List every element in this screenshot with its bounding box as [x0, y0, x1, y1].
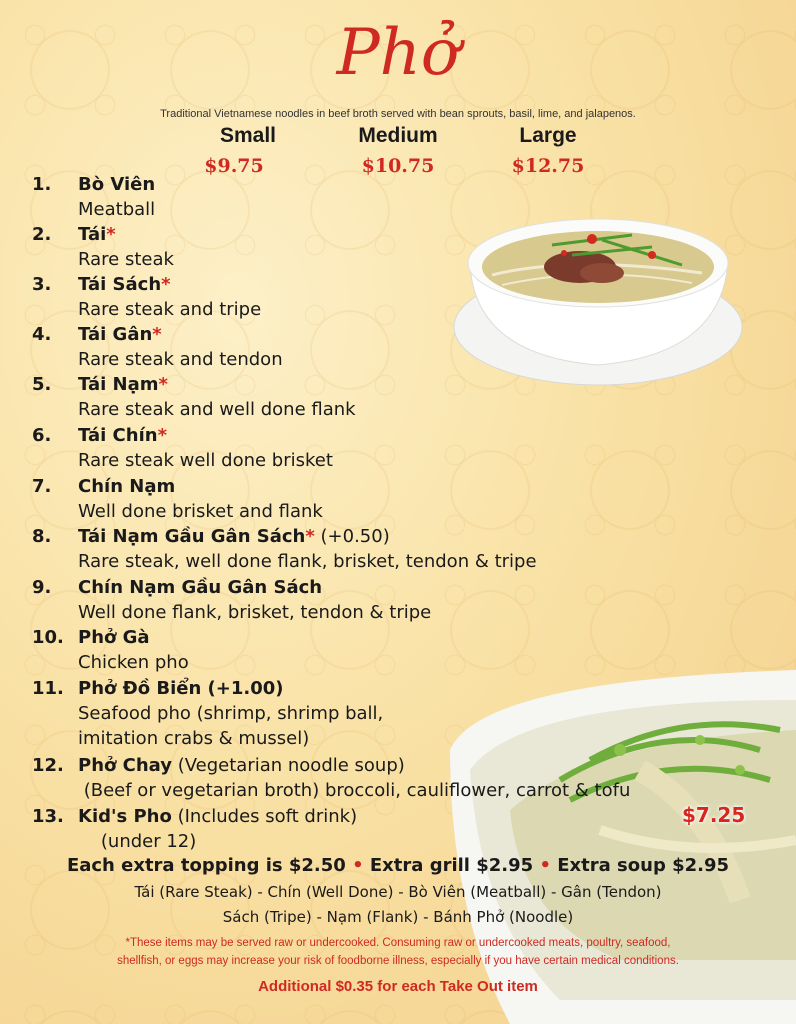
- extra-soup-price: Extra soup $2.95: [557, 855, 730, 876]
- item-number: 4.: [32, 324, 52, 345]
- item-description: Chicken pho: [78, 652, 189, 673]
- separator-dot: •: [352, 855, 364, 876]
- item-number: 13.: [32, 806, 64, 827]
- size-large-label: Large: [519, 124, 577, 147]
- size-large-price: $12.75: [511, 155, 585, 177]
- item-number: 1.: [32, 174, 52, 195]
- item-number: 10.: [32, 627, 64, 648]
- item-name: Tái Nạm*: [78, 374, 168, 395]
- item-number: 12.: [32, 755, 64, 776]
- item-number: 2.: [32, 224, 52, 245]
- size-medium-price: $10.75: [361, 155, 435, 177]
- size-small-label: Small: [219, 124, 277, 147]
- size-medium-label: Medium: [358, 124, 438, 147]
- extra-topping-price: Each extra topping is $2.50: [66, 855, 346, 876]
- item-name: Phở Gà: [78, 627, 150, 648]
- menu-title: Phở: [336, 16, 460, 90]
- item-name: Bò Viên: [78, 174, 156, 195]
- item-number: 9.: [32, 577, 52, 598]
- item-description: Well done flank, brisket, tendon & tripe: [78, 602, 432, 623]
- warning-line-2: shellfish, or eggs may increase your risk of foodborne illness, especially if you have certain medical conditions.: [117, 955, 679, 967]
- item-description: Rare steak and tripe: [78, 299, 262, 320]
- item-description-line2: imitation crabs & mussel): [78, 728, 310, 749]
- item-number: 5.: [32, 374, 52, 395]
- item-description: (Beef or vegetarian broth) broccoli, cauliflower, carrot & tofu: [78, 780, 631, 801]
- item-description: Seafood pho (shrimp, shrimp ball,: [78, 703, 384, 724]
- item-description: Rare steak and well done flank: [78, 399, 356, 420]
- item-name: Tái Sách*: [78, 274, 171, 295]
- item-name: Kid's Pho (Includes soft drink): [78, 806, 358, 827]
- item-number: 6.: [32, 425, 52, 446]
- item-name: Tái*: [78, 224, 116, 245]
- item-description: Well done brisket and flank: [78, 501, 323, 522]
- item-name: Phở Chay (Vegetarian noodle soup): [78, 755, 405, 776]
- item-name: Chín Nạm Gầu Gân Sách: [78, 577, 323, 598]
- item-description: Rare steak well done brisket: [78, 450, 333, 471]
- item-number: 3.: [32, 274, 52, 295]
- item-description: Rare steak, well done flank, brisket, tendon & tripe: [78, 551, 537, 572]
- item-description: Meatball: [78, 199, 156, 220]
- separator-dot: •: [539, 855, 551, 876]
- legend-line-1: Tái (Rare Steak) - Chín (Well Done) - Bò Viên (Meatball) - Gân (Tendon): [134, 883, 662, 901]
- menu-subtitle: Traditional Vietnamese noodles in beef broth served with bean sprouts, basil, lime, and jalapenos.: [160, 108, 636, 120]
- item-name: Tái Nạm Gầu Gân Sách* (+0.50): [78, 526, 390, 547]
- warning-line-1: *These items may be served raw or undercooked. Consuming raw or undercooked meats, poultry, seafood,: [125, 937, 671, 949]
- item-description: Rare steak: [78, 249, 174, 270]
- item-name: Phở Đồ Biển (+1.00): [78, 678, 284, 699]
- item-number: 7.: [32, 476, 52, 497]
- item-description: (under 12): [78, 831, 197, 852]
- extras-line: [0, 855, 796, 876]
- item-description: Rare steak and tendon: [78, 349, 283, 370]
- extra-grill-price: Extra grill $2.95: [369, 855, 534, 876]
- item-number: 11.: [32, 678, 64, 699]
- takeout-note: Additional $0.35 for each Take Out item: [258, 978, 538, 995]
- pho-bowl-image-top: [452, 195, 744, 395]
- item-name: Tái Chín*: [78, 425, 167, 446]
- item-name: Tái Gân*: [78, 324, 162, 345]
- pho-bowl-image-bottom: [440, 660, 796, 1024]
- kid-pho-price: $7.25: [682, 803, 746, 827]
- item-name: Chín Nạm: [78, 476, 176, 497]
- legend-line-2: Sách (Tripe) - Nạm (Flank) - Bánh Phở (Noodle): [222, 908, 574, 926]
- item-number: 8.: [32, 526, 52, 547]
- size-small-price: $9.75: [204, 155, 264, 177]
